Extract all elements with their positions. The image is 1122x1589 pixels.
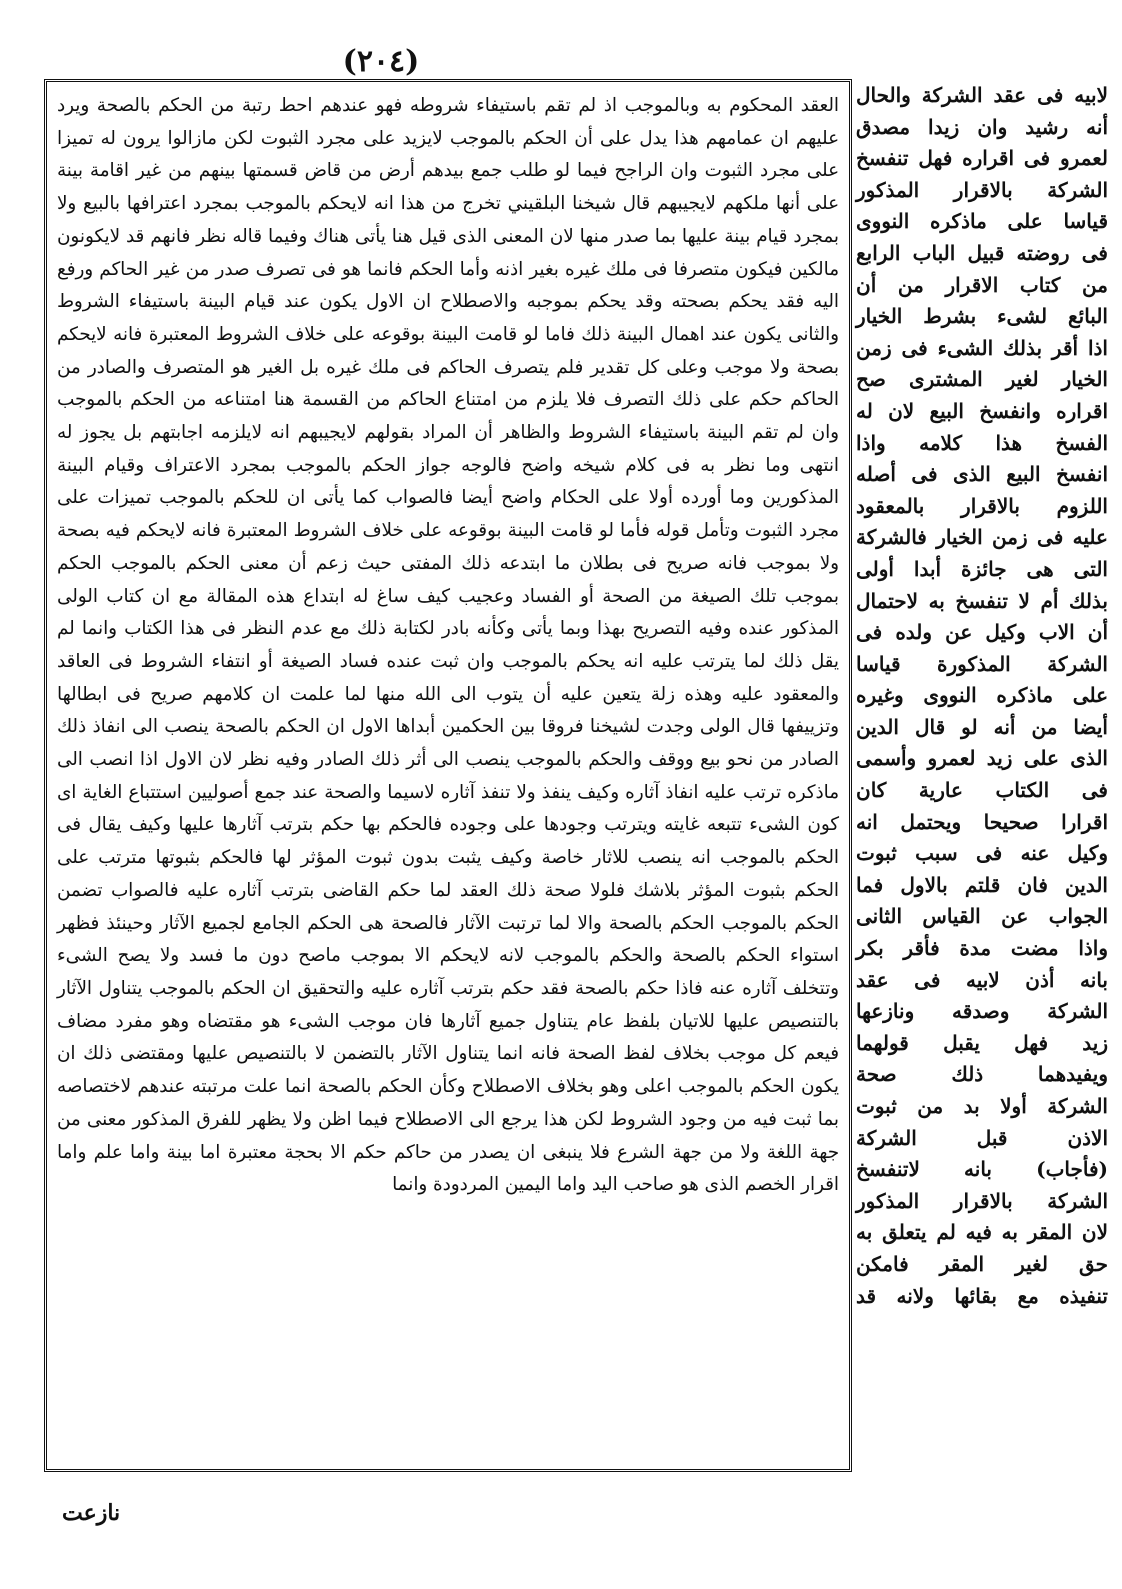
margin-line: أنه رشيد وان زيدا مصدق: [856, 114, 1108, 139]
margin-line: الفسخ هذا كلامه واذا: [856, 430, 1108, 455]
margin-line: أيضا من أنه لو قال الدين: [856, 714, 1108, 739]
margin-line: اقرارا صحيحا ويحتمل انه: [856, 809, 1108, 834]
margin-line: الجواب عن القياس الثانى: [856, 904, 1108, 929]
margin-column: [856, 80, 1108, 1480]
margin-line: عليه فى زمن الخيار فالشركة: [856, 525, 1108, 550]
main-text-frame: [44, 79, 852, 1472]
margin-line: اللزوم بالاقرار بالمعقود: [856, 493, 1108, 518]
margin-line: الشركة بالاقرار المذكور: [856, 1188, 1108, 1213]
margin-line: واذا مضت مدة فأقر بكر: [856, 936, 1108, 961]
margin-line: تنفيذه مع بقائها ولانه قد: [856, 1283, 1108, 1308]
margin-line: ويفيدهما ذلك صحة: [856, 1062, 1108, 1087]
margin-line: الدين فان قلتم بالاول فما: [856, 872, 1108, 897]
margin-line: من كتاب الاقرار من أن: [856, 272, 1108, 297]
margin-line: لان المقر به فيه لم يتعلق به: [856, 1220, 1108, 1245]
margin-line: الذى على زيد لعمرو وأسمى: [856, 746, 1108, 771]
margin-line: بانه أذن لابيه فى عقد: [856, 967, 1108, 992]
margin-line: لعمرو فى اقراره فهل تنفسخ: [856, 146, 1108, 171]
margin-line: وكيل عنه فى سبب ثبوت: [856, 841, 1108, 866]
margin-line: الخيار لغير المشترى صح: [856, 367, 1108, 392]
margin-line: انفسخ البيع الذى فى أصله: [856, 462, 1108, 487]
margin-line: الاذن قبل الشركة: [856, 1125, 1108, 1150]
margin-line: اقراره وانفسخ البيع لان له: [856, 398, 1108, 423]
catchword: نازعت: [62, 1500, 121, 1526]
margin-line: الشركة بالاقرار المذكور: [856, 177, 1108, 202]
margin-line: الشركة أولا بد من ثبوت: [856, 1094, 1108, 1118]
margin-line: التى هى جائزة أبدا أولى: [856, 556, 1108, 581]
margin-line: فى الكتاب عارية كان: [856, 778, 1108, 803]
margin-line: (فأجاب) بانه لاتنفسخ: [856, 1157, 1108, 1182]
margin-line: بذلك أم لا تنفسخ به لاحتمال: [856, 588, 1108, 613]
margin-line: قياسا على ماذكره النووى: [856, 209, 1108, 234]
margin-line: البائع لشىء بشرط الخيار: [856, 304, 1108, 329]
margin-line: على ماذكره النووى وغيره: [856, 683, 1108, 708]
margin-line: فى روضته قبيل الباب الرابع: [856, 240, 1108, 265]
margin-line: لابيه فى عقد الشركة والحال: [856, 83, 1108, 107]
margin-line: زيد فهل يقبل قولهما: [856, 1030, 1108, 1055]
page-number: (٢٠٤): [342, 44, 420, 79]
margin-line: أن الاب وكيل عن ولده فى: [856, 620, 1108, 645]
margin-line: الشركة وصدقه ونازعها: [856, 999, 1108, 1024]
margin-line: اذا أقر بذلك الشىء فى زمن: [856, 335, 1108, 360]
margin-line: الشركة المذكورة قياسا: [856, 651, 1108, 676]
main-text-body: العقد المحكوم به وبالموجب اذ لم تقم باستيفاء شروطه فهو عندهم احط رتبة من الحكم بالصحة ويرد عليهم ان عمامهم هذا يدل على أن الحكم بالموجب لايزيد على مجرد الثبوت لكن مازالوا يرون له تميزا على مجرد الثبوت وان الراجح فيما لو طلب جمع بيدهم أرض من قاض قسمتها بينهم من غير اقامة بينة على أنها ملكهم لايجيبهم قال شيخنا البلقيني تخرج من هذا انه لايحكم بالموجب بمجرد اعترافها بالبيع ولا بمجرد قيام بينة عليها بما صدر منها لان المعنى الذى قيل هنا يأتى هناك وفيما قاله نظر فانهم قد لايكونون مالكين فيكون متصرفا فى ملك غيره بغير اذنه وأما الحكم فانما هو فى تصرف صدر من غير الحاكم ورفع اليه فقد يحكم بصحته وقد يحكم بموجبه والاصطلاح ان الاول يكون عند قيام البينة باستيفاء الشروط والثانى يكون عند اهمال البينة ذلك فاما لو قامت البينة بوقوعه على خلاف الشروط المعتبرة فانه لايحكم بصحة ولا موجب وعلى كل تقدير فلم يتصرف الحاكم فى ملك غيره بل الغير هو المتصرف والصادر من الحاكم حكم على ذلك التصرف فلا يلزم من امتناع الحاكم من القسمة هنا امتناعه من الحكم بالموجب وان لم تقم البينة باستيفاء الشروط والظاهر أن المراد بقولهم لايجيبهم انه لايلزمه اجابتهم بل يجوز له انتهى وما نظر به فى كلام شيخه واضح فالوجه جواز الحكم بالموجب بمجرد الاعتراف وقيام البينة المذكورين وما أورده أولا على الحكام واضح أيضا فالصواب كما يأتى ان للحكم بالموجب تميزات على مجرد الثبوت وتأمل قوله فأما لو قامت البينة بوقوعه على خلاف الشروط المعتبرة فانه لايحكم فيه بصحة ولا بموجب فانه صريح فى بطلان ما ابتدعه ذلك المفتى حيث زعم أن معنى الحكم بالموجب الحكم بموجب تلك الصيغة من الصحة أو الفساد وعجيب كيف ساغ له ابتداع هذه المقالة مع ان كتاب الولى المذكور عنده وفيه التصريح بهذا وبما يأتى وكأنه بادر لكتابة ذلك مع عدم النظر فى هذا الكتاب وانما لم يقل ذلك لما يترتب عليه انه يحكم بالموجب وان ثبت عنده فساد الصيغة أو انتفاء الشروط فى العاقد والمعقود عليه وهذه زلة يتعين عليه أن يتوب الى الله منها لما علمت ان كلامهم صريح فى ابطالها وتزييفها قال الولى وجدت لشيخنا فروقا بين الحكمين أبداها الاول ان الحكم بالصحة ينصب الى انفاذ ذلك الصادر من نحو بيع ووقف والحكم بالموجب ينصب الى أثر ذلك الصادر وفيه نظر لان الاول اذا انصب الى ماذكره ترتب عليه انفاذ آثاره وكيف ينفذ ولا تنفذ آثاره لاسيما والصحة عند جمع أصوليين استتباع الغاية اى كون الشىء تتبعه غايته ويترتب وجودها على وجوده فالحكم بها حكم بترتب آثارها عليها وكيف يقال فى الحكم بالموجب انه ينصب للاثار خاصة وكيف يثبت بدون ثبوت المؤثر لها فالحكم بثبوتها مترتب على الحكم بثبوت المؤثر بلاشك فلولا صحة ذلك العقد لما حكم القاضى بترتب آثاره عليه فالصواب تضمن الحكم بالموجب الحكم بالصحة والا لما ترتبت الآثار فالصحة هى الحكم الجامع لجميع الآثار وحينئذ فظهر استواء الحكم بالصحة والحكم بالموجب لانه لايحكم الا بموجب ماصح دون ما فسد ولا يصح الشىء وتتخلف آثاره عنه فاذا حكم بالصحة فقد حكم بترتب آثاره عليه والتحقيق ان الحكم بالموجب يتناول الآثار بالتنصيص عليها للاتيان بلفظ عام يتناول جميع آثارها فان موجب الشىء هو مقتضاه وهو مفرد مضاف فيعم كل موجب بخلاف لفظ الصحة فانه انما يتناول الآثار بالتضمن لا بالتنصيص عليها ومقتضى ذلك ان يكون الحكم بالموجب اعلى وهو بخلاف الاصطلاح وكأن الحكم بالصحة انما علت مرتبته عندهم لاختصاصه بما ثبت فيه من وجود الشروط لكن هذا يرجع الى الاصطلاح فيما اظن ولا يظهر للفرق المذكور معنى من جهة اللغة ولا من جهة الشرع فلا ينبغى ان يصدر من حاكم حكم الا بحجة معتبرة اما بينة واما علم واما اقرار الخصم الذى هو صاحب اليد واما اليمين المردودة وانما: [57, 95, 839, 1196]
margin-line: حق لغير المقر فامكن: [856, 1251, 1108, 1276]
